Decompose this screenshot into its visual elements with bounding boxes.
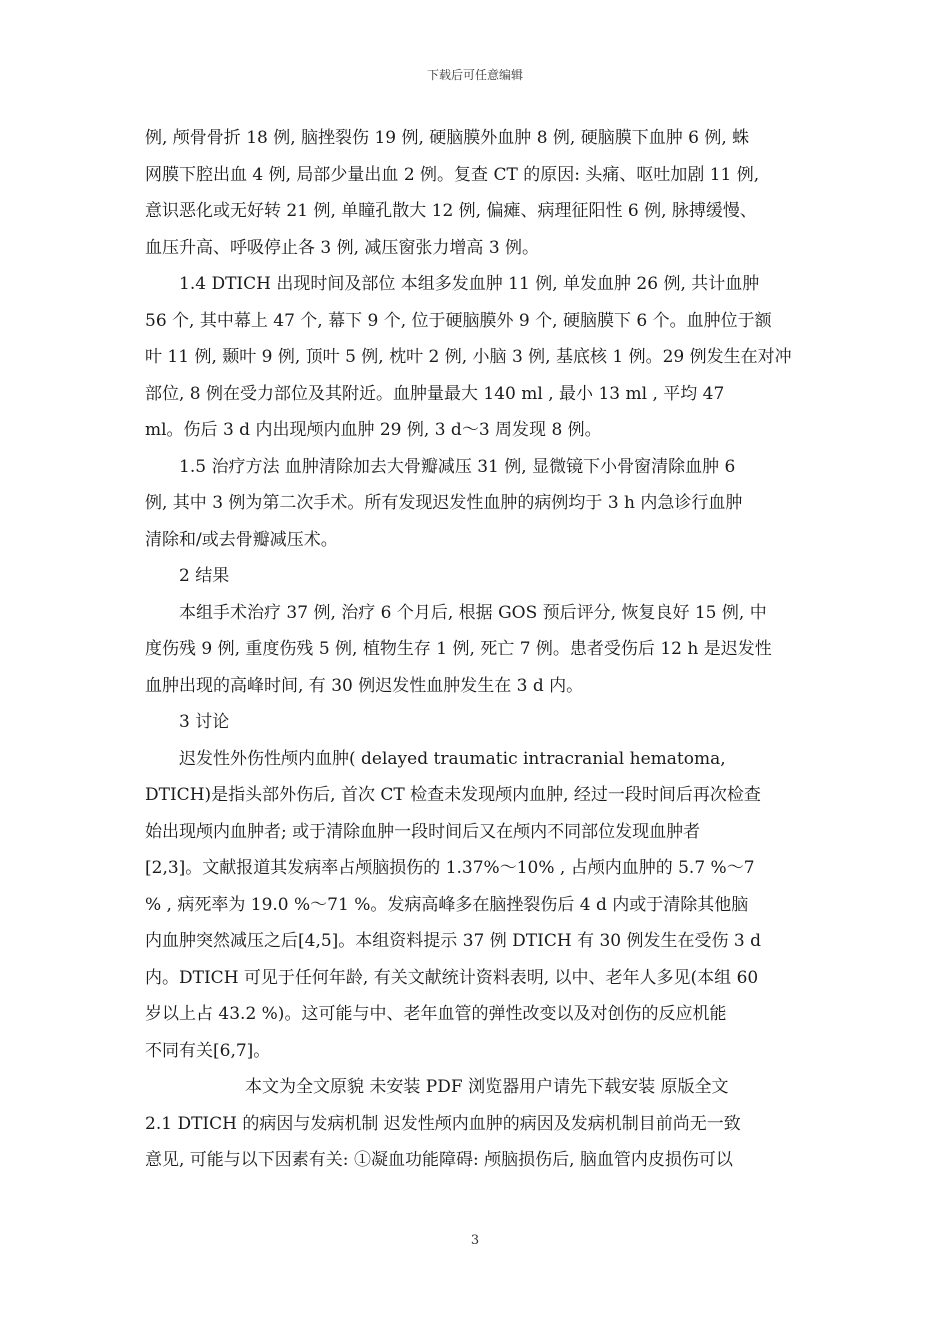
body-line: 部位, 8 例在受力部位及其附近。血肿量最大 140 ml , 最小 13 ml , 平均 47 <box>145 383 725 404</box>
body-line: 例, 其中 3 例为第二次手术。所有发现迟发性血肿的病例均于 3 h 内急诊行血肿 <box>145 493 743 513</box>
section-heading: 2 结果 <box>179 566 230 586</box>
body-line: 本组手术治疗 37 例, 治疗 6 个月后, 根据 GOS 预后评分, 恢复良好 15 例, 中 <box>179 602 767 623</box>
body-line: DTICH)是指头部外伤后, 首次 CT 检查未发现颅内血肿, 经过一段时间后再次检查 <box>145 785 761 805</box>
section-heading-line: 2.1 DTICH 的病因与发病机制 迟发性颅内血肿的病因及发病机制目前尚无一致 <box>145 1113 741 1134</box>
body-line: 清除和/或去骨瓣减压术。 <box>145 529 338 550</box>
section-heading-line: 1.5 治疗方法 血肿清除加去大骨瓣减压 31 例, 显微镜下小骨窗清除血肿 6 <box>179 456 736 477</box>
notice-line: 本文为全文原貌 未安装 PDF 浏览器用户请先下载安装 原版全文 <box>245 1077 729 1097</box>
body-line: 内。DTICH 可见于任何年龄, 有关文献统计资料表明, 以中、老年人多见(本组 60 <box>145 967 759 988</box>
section-heading-line: 1.4 DTICH 出现时间及部位 本组多发血肿 11 例, 单发血肿 26 例, 共计血肿 <box>179 274 760 294</box>
body-line: 岁以上占 43.2 %)。这可能与中、老年血管的弹性改变以及对创伤的反应机能 <box>145 1004 727 1024</box>
body-line: 始出现颅内血肿者; 或于清除血肿一段时间后又在颅内不同部位发现血肿者 <box>145 821 701 842</box>
body-line: ml。伤后 3 d 内出现颅内血肿 29 例, 3 d～3 周发现 8 例。 <box>145 420 602 440</box>
body-line: 血肿出现的高峰时间, 有 30 例迟发性血肿发生在 3 d 内。 <box>145 675 584 696</box>
document-body <box>145 120 811 1179</box>
body-line: 网膜下腔出血 4 例, 局部少量出血 2 例。复查 CT 的原因: 头痛、呕吐加剧 11 例, <box>145 164 760 185</box>
section-heading: 3 讨论 <box>179 712 230 732</box>
body-line: 意见, 可能与以下因素有关: ①凝血功能障碍: 颅脑损伤后, 脑血管内皮损伤可以 <box>145 1150 733 1170</box>
body-line: [2,3]。文献报道其发病率占颅脑损伤的 1.37%～10% , 占颅内血肿的 5.7 %～7 <box>145 858 755 878</box>
body-line: 内血肿突然减压之后[4,5]。本组资料提示 37 例 DTICH 有 30 例发生在受伤 3 d <box>145 931 762 951</box>
body-line: 叶 11 例, 颞叶 9 例, 顶叶 5 例, 枕叶 2 例, 小脑 3 例, 基底核 1 例。29 例发生在对冲 <box>145 347 792 367</box>
body-line: 意识恶化或无好转 21 例, 单瞳孔散大 12 例, 偏瘫、病理征阳性 6 例, 脉搏缓慢、 <box>145 201 757 221</box>
body-line: 血压升高、呼吸停止各 3 例, 减压窗张力增高 3 例。 <box>145 237 540 258</box>
body-line: 56 个, 其中幕上 47 个, 幕下 9 个, 位于硬脑膜外 9 个, 硬脑膜下 6 个。血肿位于额 <box>145 310 772 331</box>
body-line: 不同有关[6,7]。 <box>145 1040 271 1061</box>
body-line: 例, 颅骨骨折 18 例, 脑挫裂伤 19 例, 硬脑膜外血肿 8 例, 硬脑膜下血肿 6 例, 蛛 <box>145 128 750 148</box>
body-line: 度伤残 9 例, 重度伤残 5 例, 植物生存 1 例, 死亡 7 例。患者受伤后 12 h 是迟发性 <box>145 639 772 659</box>
page-number: 3 <box>470 1233 480 1248</box>
body-line: % , 病死率为 19.0 %～71 %。发病高峰多在脑挫裂伤后 4 d 内或于清除其他脑 <box>145 894 749 915</box>
page-header: 下载后可任意编辑 <box>426 68 523 82</box>
body-line: 迟发性外伤性颅内血肿( delayed traumatic intracranial hematoma, <box>179 748 726 769</box>
